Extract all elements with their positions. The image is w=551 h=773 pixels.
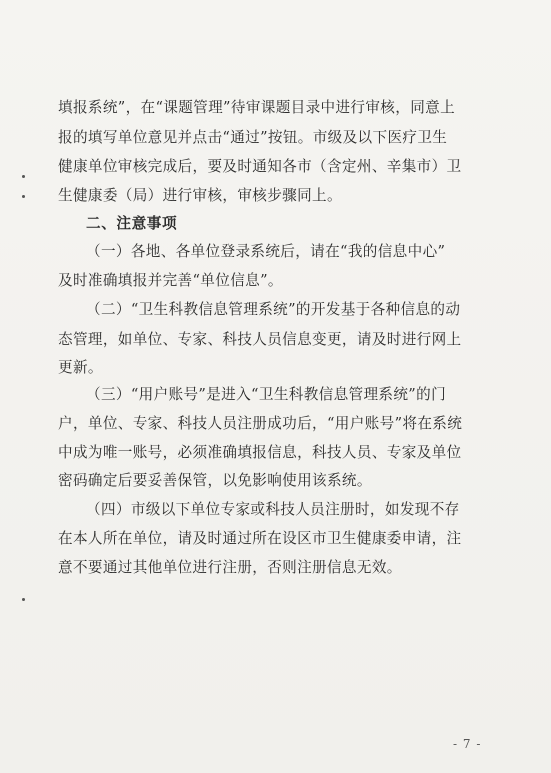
text-line: 中成为唯一账号，必须准确填报信息，科技人员、专家及单位 [58,444,462,461]
text-line: （三）“用户账号”是进入“卫生科教信息管理系统”的门 [86,386,447,403]
text-line: 户，单位、专家、科技人员注册成功后，“用户账号”将在系统 [58,415,463,432]
text-line: 意不要通过其他单位进行注册，否则注册信息无效。 [58,559,402,576]
binding-mark [22,598,25,601]
text-line: 报的填写单位意见并点击“通过”按钮。市级及以下医疗卫生 [58,129,448,146]
text-line: 在本人所在单位，请及时通过所在设区市卫生健康委申请，注 [58,530,462,547]
page-number: - 7 - [453,737,482,751]
text-line: （一）各地、各单位登录系统后，请在“我的信息中心” [86,243,446,260]
binding-mark [22,175,25,178]
text-line: 及时准确填报并完善“单位信息”。 [58,272,283,289]
text-line: 密码确定后要妥善保管，以免影响使用该系统。 [58,472,372,489]
binding-mark [22,195,25,198]
text-line: （四）市级以下单位专家或科技人员注册时，如发现不存 [86,501,460,518]
text-line: 生健康委（局）进行审核，审核步骤同上。 [58,187,342,204]
text-line: 态管理，如单位、专家、科技人员信息变更，请及时进行网上 [58,331,462,348]
text-line: 更新。 [58,359,103,376]
section-heading: 二、注意事项 [86,215,178,232]
text-line: 健康单位审核完成后，要及时通知各市（含定州、辛集市）卫 [58,158,462,175]
text-line: 填报系统”，在“课题管理”待审课题目录中进行审核，同意上 [58,99,456,116]
text-line: （二）“卫生科教信息管理系统”的开发基于各种信息的动 [86,301,461,318]
